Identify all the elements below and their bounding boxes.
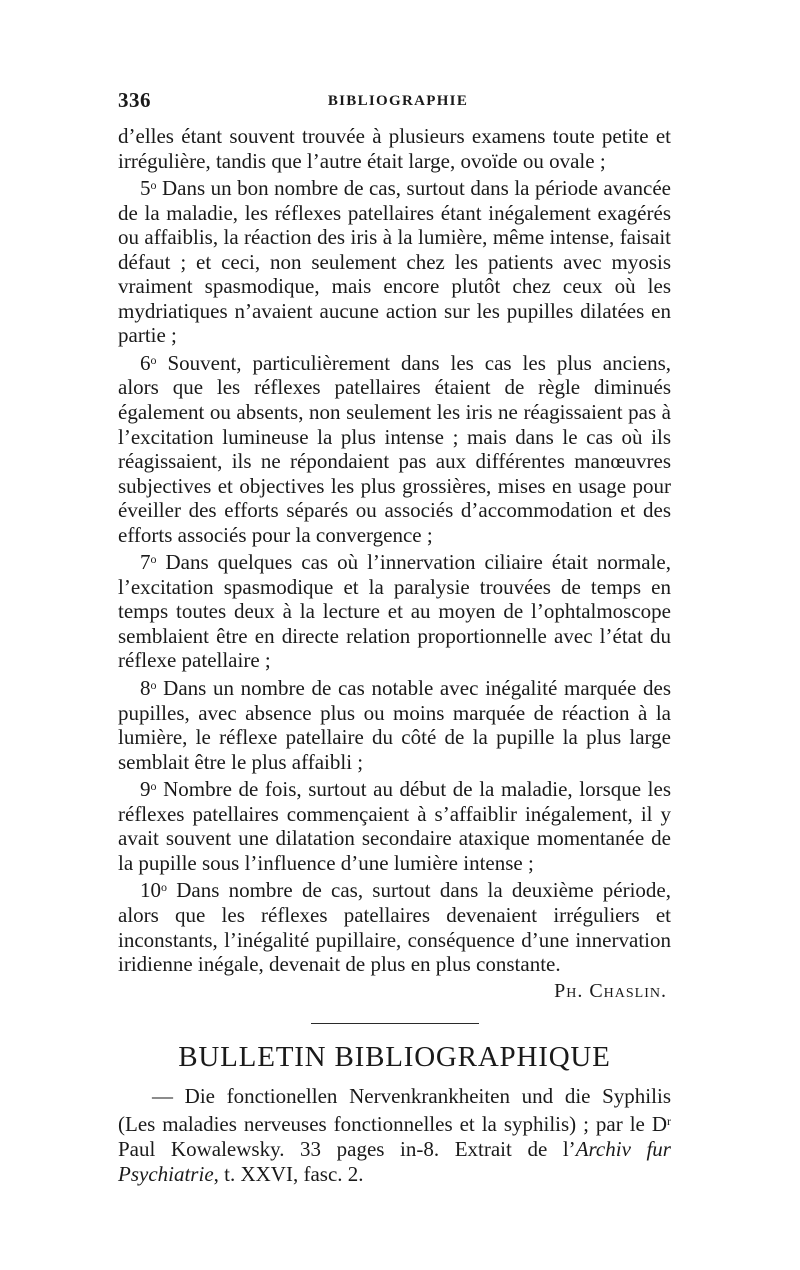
item-number: 6 <box>140 350 151 375</box>
running-title: BIBLIOGRAPHIE <box>327 93 469 109</box>
list-item-7 <box>118 547 671 673</box>
entry-mid: Paul Kowalewsky. 33 pages in-8. Extrait de l’ <box>118 1136 576 1161</box>
item-text: Dans nombre de cas, surtout dans la deuxième période, alors que les réflexes patellaires devenaient irréguliers et inconstants, l’inégalité pupillaire, conséquence d’une innervation iridienne inégale, devenait de plus en plus constante. <box>118 878 671 977</box>
item-text: Dans quelques cas où l’innervation ciliaire était normale, l’excitation spasmodique et la paralysie trouvées de temps en temps toutes deux à la lecture et au moyen de l’ophtalmoscope semblaient être en directe relation proportionnelle avec l’état du réflexe patellaire ; <box>118 550 671 673</box>
author-signature: Ph. Chaslin. <box>554 979 667 1002</box>
list-item-5 <box>118 173 671 348</box>
list-item-10 <box>118 875 671 976</box>
page-number: 336 <box>118 88 151 112</box>
section-title: BULLETIN BIBLIOGRAPHIQUE <box>178 1040 611 1073</box>
ordinal-suffix: o <box>150 178 157 193</box>
item-number: 9 <box>140 777 151 802</box>
article-body <box>118 124 671 1187</box>
item-text: Souvent, particulièrement dans les cas les plus anciens, alors que les réflexes patellaires étaient de règle diminués également ou absents, non seulement les iris ne réagissaient pas à l’excitation lumineuse la plus intense ; mais dans le cas où ils réagissaient, ils ne répondaient pas aux différentes manœuvres subjectives et objectives les plus grossières, mises en usage pour éveiller des efforts séparés ou associés d’accommodation et des efforts associés pour la convergence ; <box>118 350 671 547</box>
doctor-abbrev-suffix: r <box>667 1113 671 1128</box>
ordinal-suffix: o <box>150 678 157 693</box>
ordinal-suffix: o <box>150 779 157 794</box>
item-text: Dans un nombre de cas notable avec inégalité marquée des pupilles, avec absence plus ou moins marquée de réaction à la lumière, le réflexe patellaire du côté de la pupille la plus large semblait être le plus affaibli ; <box>118 676 671 774</box>
item-number: 10 <box>140 878 161 903</box>
section-divider <box>311 1023 479 1024</box>
entry-lead: — Die fonctionellen Nervenkrankheiten und die Syphilis (Les maladies nerveuses fonctionnelles et la syphilis) ; par le D <box>118 1083 671 1136</box>
entry-tail: , t. XXVI, fasc. 2. <box>213 1161 364 1186</box>
running-header <box>118 88 678 114</box>
ordinal-suffix: o <box>150 352 157 367</box>
item-number: 8 <box>140 676 151 701</box>
item-text: Dans un bon nombre de cas, surtout dans la période avancée de la maladie, les réflexes patellaires étant inégalement exagérés ou affaiblis, la réaction des iris à la lumière, même intense, faisait défaut ; et ceci, non seulement chez les patients avec myosis vraiment spasmodique, mais encore plutôt chez ceux où les mydriatiques n’avaient aucune action sur les pupilles dilatées en partie ; <box>118 176 671 348</box>
bibliography-entry <box>118 1084 671 1187</box>
item-number: 5 <box>140 176 151 201</box>
ordinal-suffix: o <box>161 880 167 895</box>
ordinal-suffix: o <box>150 552 157 567</box>
item-text: Nombre de fois, surtout au début de la maladie, lorsque les réflexes patellaires commençaient à s’affaiblir inégalement, il y avait souvent une dilatation secondaire ataxique momentanée de la pupille sous l’influence d’une lumière intense ; <box>118 777 671 875</box>
list-item-8 <box>118 673 671 774</box>
journal-title: Archiv fur Psychiatrie <box>118 1136 671 1186</box>
item-number: 7 <box>140 550 151 575</box>
list-item-6 <box>118 348 671 547</box>
list-item-9 <box>118 774 671 875</box>
continuation-paragraph: d’elles étant souvent trouvée à plusieurs examens toute petite et irrégulière, tandis que l’autre était large, ovoïde ou ovale ; <box>118 124 671 173</box>
